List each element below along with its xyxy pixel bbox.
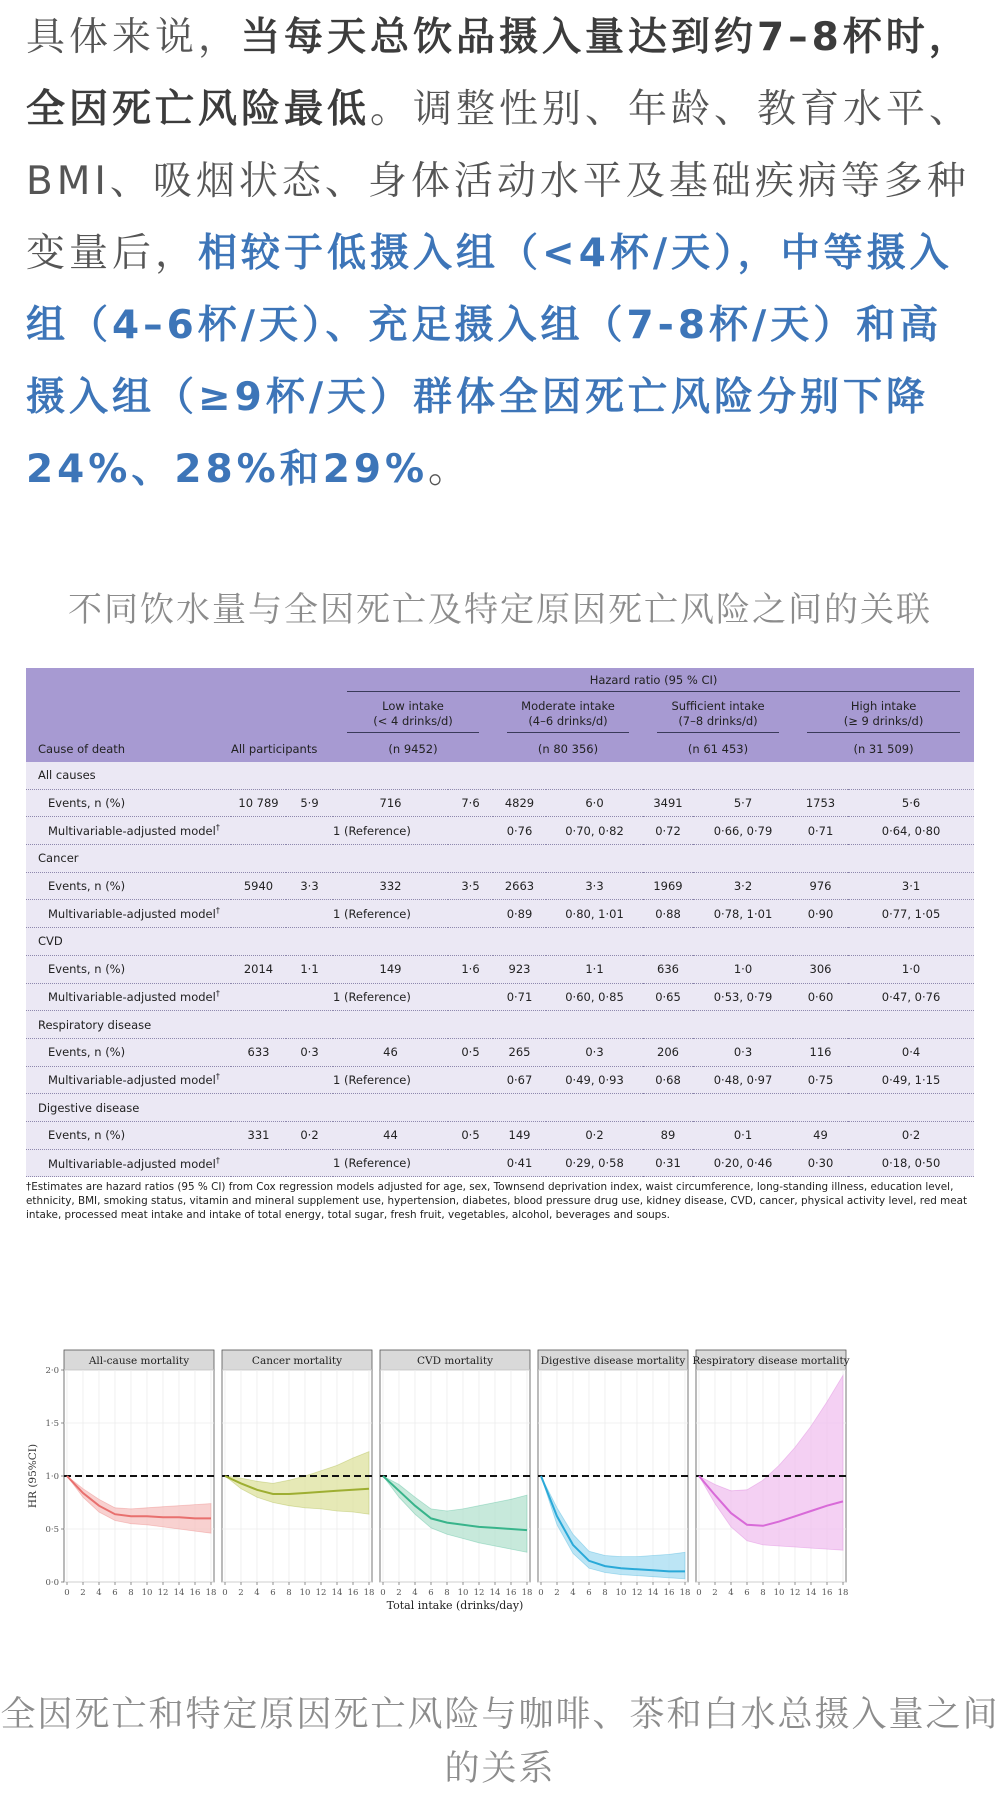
x-tick-label: 4 <box>96 1588 102 1598</box>
table-cell: 1·6 <box>448 955 493 983</box>
x-tick-label: 14 <box>489 1588 501 1598</box>
table-row <box>26 1038 974 1066</box>
table-row <box>26 1121 974 1149</box>
table-cell: 0·66, 0·79 <box>693 817 793 845</box>
x-tick-label: 14 <box>805 1588 817 1598</box>
table-cell: 7·6 <box>448 789 493 817</box>
table-cell: 0·3 <box>693 1038 793 1066</box>
section-name: Cancer <box>26 845 974 873</box>
x-tick-label: 18 <box>837 1588 849 1598</box>
table-cell: 0·2 <box>848 1121 974 1149</box>
table-cell: 0·60 <box>793 983 848 1011</box>
chart-caption: 全因死亡和特定原因死亡风险与咖啡、茶和白水总摄入量之间的关系 <box>0 1695 1000 1789</box>
x-tick-label: 14 <box>173 1588 185 1598</box>
row-label-events: Events, n (%) <box>26 789 231 817</box>
table-cell: 206 <box>643 1038 693 1066</box>
table-cell: 149 <box>493 1121 546 1149</box>
panel-title: Cancer mortality <box>251 1355 343 1367</box>
table-cell: 0·80, 1·01 <box>546 900 643 928</box>
paragraph-bold-finding: 当每天总饮品摄入量达到约7–8杯时，全因死亡风险最低 <box>26 15 972 132</box>
dagger-mark: † <box>215 1155 220 1165</box>
table-row <box>26 1066 974 1094</box>
table-cell: 0·5 <box>448 1038 493 1066</box>
table-cell: 1·0 <box>848 955 974 983</box>
group-n-low: (n 9452) <box>333 736 493 762</box>
table-cell: 49 <box>793 1121 848 1149</box>
table-cell: 923 <box>493 955 546 983</box>
table-cell: 0·71 <box>493 983 546 1011</box>
table-cell: 0·41 <box>493 1149 546 1177</box>
y-axis-label: HR (95%CI) <box>27 1443 39 1509</box>
x-tick-label: 8 <box>602 1588 608 1598</box>
panel-title: All-cause mortality <box>88 1355 190 1367</box>
table-cell: 3491 <box>643 789 693 817</box>
paragraph-text-3: 。 <box>428 447 472 492</box>
reference-cell: 1 (Reference) <box>333 983 493 1011</box>
table-row <box>26 817 974 845</box>
x-tick-label: 10 <box>457 1588 469 1598</box>
table-cell: 0·20, 0·46 <box>693 1149 793 1177</box>
table-cell: 265 <box>493 1038 546 1066</box>
table-cell: 3·2 <box>693 872 793 900</box>
table-section-row <box>26 845 974 873</box>
table-cell: 2663 <box>493 872 546 900</box>
dagger-mark: † <box>215 1072 220 1082</box>
x-tick-label: 2 <box>396 1588 402 1598</box>
table-row <box>26 983 974 1011</box>
table-cell: 0·3 <box>286 1038 333 1066</box>
table-cell: 5·7 <box>693 789 793 817</box>
dagger-mark: † <box>215 989 220 999</box>
y-tick-label: 2·0 <box>45 1366 59 1376</box>
table-cell: 46 <box>333 1038 448 1066</box>
reference-cell: 1 (Reference) <box>333 1149 493 1177</box>
table-section-row <box>26 1011 974 1039</box>
table-cell: 976 <box>793 872 848 900</box>
x-tick-label: 6 <box>112 1588 118 1598</box>
model-label-text: Multivariable-adjusted model <box>48 1156 216 1171</box>
table-cell: 44 <box>333 1121 448 1149</box>
x-tick-label: 8 <box>128 1588 134 1598</box>
table-cell: 716 <box>333 789 448 817</box>
table-cell: 5·9 <box>286 789 333 817</box>
table-section-row <box>26 1094 974 1122</box>
x-tick-label: 6 <box>428 1588 434 1598</box>
group-n-sufficient: (n 61 453) <box>643 736 793 762</box>
section-name: Digestive disease <box>26 1094 974 1122</box>
table-cell: 0·48, 0·97 <box>693 1066 793 1094</box>
table-cell: 116 <box>793 1038 848 1066</box>
row-label-events: Events, n (%) <box>26 872 231 900</box>
x-tick-label: 16 <box>663 1588 675 1598</box>
group-header-sufficient: Sufficient intake (7–8 drinks/d) <box>643 696 793 736</box>
x-tick-label: 10 <box>141 1588 153 1598</box>
y-tick-label: 0·5 <box>45 1525 59 1535</box>
table-cell: 3·3 <box>286 872 333 900</box>
table-cell: 0·3 <box>546 1038 643 1066</box>
x-tick-label: 12 <box>473 1588 485 1598</box>
dagger-mark: † <box>215 906 220 916</box>
x-tick-label: 4 <box>728 1588 734 1598</box>
reference-cell: 1 (Reference) <box>333 900 493 928</box>
model-label-text: Multivariable-adjusted model <box>48 990 216 1005</box>
paragraph-highlight-finding: 相较于低摄入组（<4杯/天），中等摄入组（4–6杯/天）、充足摄入组（7-8杯/天）和高摄入组（≥9杯/天）群体全因死亡风险分别下降24%、28%和29% <box>26 231 953 492</box>
table-cell: 0·67 <box>493 1066 546 1094</box>
x-tick-label: 8 <box>286 1588 292 1598</box>
table-cell: 0·70, 0·82 <box>546 817 643 845</box>
table-cell: 0·30 <box>793 1149 848 1177</box>
row-label-model <box>26 900 231 928</box>
table-row <box>26 1149 974 1177</box>
x-tick-label: 6 <box>270 1588 276 1598</box>
section-name: All causes <box>26 762 974 789</box>
table-cell: 2014 <box>231 955 286 983</box>
x-tick-label: 2 <box>80 1588 86 1598</box>
table-row <box>26 872 974 900</box>
x-tick-label: 2 <box>554 1588 560 1598</box>
x-tick-label: 18 <box>363 1588 375 1598</box>
x-tick-label: 18 <box>679 1588 691 1598</box>
group-n-moderate: (n 80 356) <box>493 736 643 762</box>
table-cell: 0·75 <box>793 1066 848 1094</box>
row-label-model <box>26 983 231 1011</box>
table-cell: 1753 <box>793 789 848 817</box>
table-cell: 0·4 <box>848 1038 974 1066</box>
x-tick-label: 0 <box>222 1588 228 1598</box>
table-row <box>26 789 974 817</box>
table-cell: 1·0 <box>693 955 793 983</box>
col-header-all: All participants <box>231 736 333 762</box>
x-tick-label: 6 <box>586 1588 592 1598</box>
table-cell: 306 <box>793 955 848 983</box>
table-footnote: †Estimates are hazard ratios (95 % CI) from Cox regression models adjusted for age, sex, Townsend deprivation index, waist circumference, long-standing illness, education level, ethnicity, BMI, smoking status, vitamin and mineral supplement use, hypertension, diabetes, blood pressure drug use, kidney disease, CVD, cancer, physical activity level, red meat intake, processed meat intake and intake of total energy, total sugar, fresh fruit, vegetables, alcohol, beverages and soups. <box>26 1181 968 1221</box>
x-tick-label: 2 <box>712 1588 718 1598</box>
x-tick-label: 10 <box>773 1588 785 1598</box>
hazard-ratio-header: Hazard ratio (95 % CI) <box>347 673 960 692</box>
table-cell: 0·49, 1·15 <box>848 1066 974 1094</box>
x-tick-label: 0 <box>538 1588 544 1598</box>
mortality-chart <box>24 1340 984 1670</box>
row-label-model <box>26 817 231 845</box>
hazard-ratio-table <box>26 668 974 1177</box>
article-paragraph <box>26 2 984 506</box>
table-cell: 0·78, 1·01 <box>693 900 793 928</box>
x-tick-label: 4 <box>254 1588 260 1598</box>
y-tick-label: 0·0 <box>45 1578 59 1588</box>
x-axis-label: Total intake (drinks/day) <box>386 1599 524 1612</box>
table-cell: 0·76 <box>493 817 546 845</box>
table-cell: 0·68 <box>643 1066 693 1094</box>
row-label-model <box>26 1066 231 1094</box>
x-tick-label: 4 <box>570 1588 576 1598</box>
reference-cell: 1 (Reference) <box>333 817 493 845</box>
x-tick-label: 0 <box>64 1588 70 1598</box>
x-tick-label: 16 <box>821 1588 833 1598</box>
paragraph-text-2: 。调整性别、年龄、教育水平、BMI、吸烟状态、身体活动水平及基础疾病等多种变量后， <box>26 87 973 276</box>
table-cell: 6·0 <box>546 789 643 817</box>
x-tick-label: 16 <box>505 1588 517 1598</box>
table-cell: 0·53, 0·79 <box>693 983 793 1011</box>
table-cell: 3·3 <box>546 872 643 900</box>
table-cell: 0·60, 0·85 <box>546 983 643 1011</box>
x-tick-label: 2 <box>238 1588 244 1598</box>
table-cell: 149 <box>333 955 448 983</box>
x-tick-label: 12 <box>315 1588 327 1598</box>
table-cell: 5·6 <box>848 789 974 817</box>
row-label-model <box>26 1149 231 1177</box>
row-label-events: Events, n (%) <box>26 955 231 983</box>
table-cell: 5940 <box>231 872 286 900</box>
section-name: Respiratory disease <box>26 1011 974 1039</box>
dagger-mark: † <box>215 823 220 833</box>
table-cell: 0·1 <box>693 1121 793 1149</box>
panel-title: Respiratory disease mortality <box>692 1355 850 1367</box>
x-tick-label: 16 <box>347 1588 359 1598</box>
table-cell: 1·1 <box>286 955 333 983</box>
x-tick-label: 12 <box>631 1588 643 1598</box>
x-tick-label: 10 <box>299 1588 311 1598</box>
table-cell: 0·2 <box>546 1121 643 1149</box>
table-cell: 0·2 <box>286 1121 333 1149</box>
x-tick-label: 18 <box>205 1588 217 1598</box>
panel-title: CVD mortality <box>416 1355 494 1367</box>
mortality-chart-svg <box>24 1340 984 1670</box>
table-cell: 332 <box>333 872 448 900</box>
table-section-row <box>26 762 974 789</box>
row-label-events: Events, n (%) <box>26 1121 231 1149</box>
hazard-ratio-table-container <box>26 668 974 1177</box>
table-cell: 0·89 <box>493 900 546 928</box>
model-label-text: Multivariable-adjusted model <box>48 824 216 839</box>
table-cell: 89 <box>643 1121 693 1149</box>
table-cell: 0·65 <box>643 983 693 1011</box>
table-cell: 0·88 <box>643 900 693 928</box>
table-cell: 0·77, 1·05 <box>848 900 974 928</box>
table-cell: 0·5 <box>448 1121 493 1149</box>
x-tick-label: 8 <box>444 1588 450 1598</box>
table-cell: 633 <box>231 1038 286 1066</box>
model-label-text: Multivariable-adjusted model <box>48 1073 216 1088</box>
x-tick-label: 16 <box>189 1588 201 1598</box>
table-cell: 0·29, 0·58 <box>546 1149 643 1177</box>
table-cell: 0·31 <box>643 1149 693 1177</box>
row-label-events: Events, n (%) <box>26 1038 231 1066</box>
table-cell: 10 789 <box>231 789 286 817</box>
x-tick-label: 6 <box>744 1588 750 1598</box>
table-cell: 0·18, 0·50 <box>848 1149 974 1177</box>
x-tick-label: 4 <box>412 1588 418 1598</box>
table-body <box>26 762 974 1177</box>
table-cell: 0·64, 0·80 <box>848 817 974 845</box>
group-header-high: High intake (≥ 9 drinks/d) <box>793 696 974 736</box>
table-cell: 0·47, 0·76 <box>848 983 974 1011</box>
x-tick-label: 0 <box>696 1588 702 1598</box>
table-cell: 1969 <box>643 872 693 900</box>
panel-title: Digestive disease mortality <box>540 1355 686 1367</box>
table-cell: 0·72 <box>643 817 693 845</box>
model-label-text: Multivariable-adjusted model <box>48 907 216 922</box>
table-cell: 3·1 <box>848 872 974 900</box>
table-cell: 3·5 <box>448 872 493 900</box>
section-name: CVD <box>26 928 974 956</box>
table-row <box>26 900 974 928</box>
y-tick-label: 1·5 <box>45 1419 59 1429</box>
col-header-cause: Cause of death <box>26 736 231 762</box>
table-cell: 4829 <box>493 789 546 817</box>
y-tick-label: 1·0 <box>45 1472 59 1482</box>
reference-cell: 1 (Reference) <box>333 1066 493 1094</box>
table-cell: 636 <box>643 955 693 983</box>
x-tick-label: 18 <box>521 1588 533 1598</box>
x-tick-label: 14 <box>647 1588 659 1598</box>
table-section-row <box>26 928 974 956</box>
group-n-high: (n 31 509) <box>793 736 974 762</box>
x-tick-label: 14 <box>331 1588 343 1598</box>
table-caption: 不同饮水量与全因死亡及特定原因死亡风险之间的关联 <box>68 590 932 630</box>
group-header-low: Low intake (< 4 drinks/d) <box>333 696 493 736</box>
table-cell: 331 <box>231 1121 286 1149</box>
x-tick-label: 0 <box>380 1588 386 1598</box>
x-tick-label: 12 <box>789 1588 801 1598</box>
x-tick-label: 10 <box>615 1588 627 1598</box>
paragraph-text-1: 具体来说， <box>26 15 242 60</box>
table-row <box>26 955 974 983</box>
table-cell: 0·90 <box>793 900 848 928</box>
group-header-moderate: Moderate intake (4–6 drinks/d) <box>493 696 643 736</box>
table-cell: 1·1 <box>546 955 643 983</box>
table-cell: 0·71 <box>793 817 848 845</box>
x-tick-label: 12 <box>157 1588 169 1598</box>
table-cell: 0·49, 0·93 <box>546 1066 643 1094</box>
x-tick-label: 8 <box>760 1588 766 1598</box>
